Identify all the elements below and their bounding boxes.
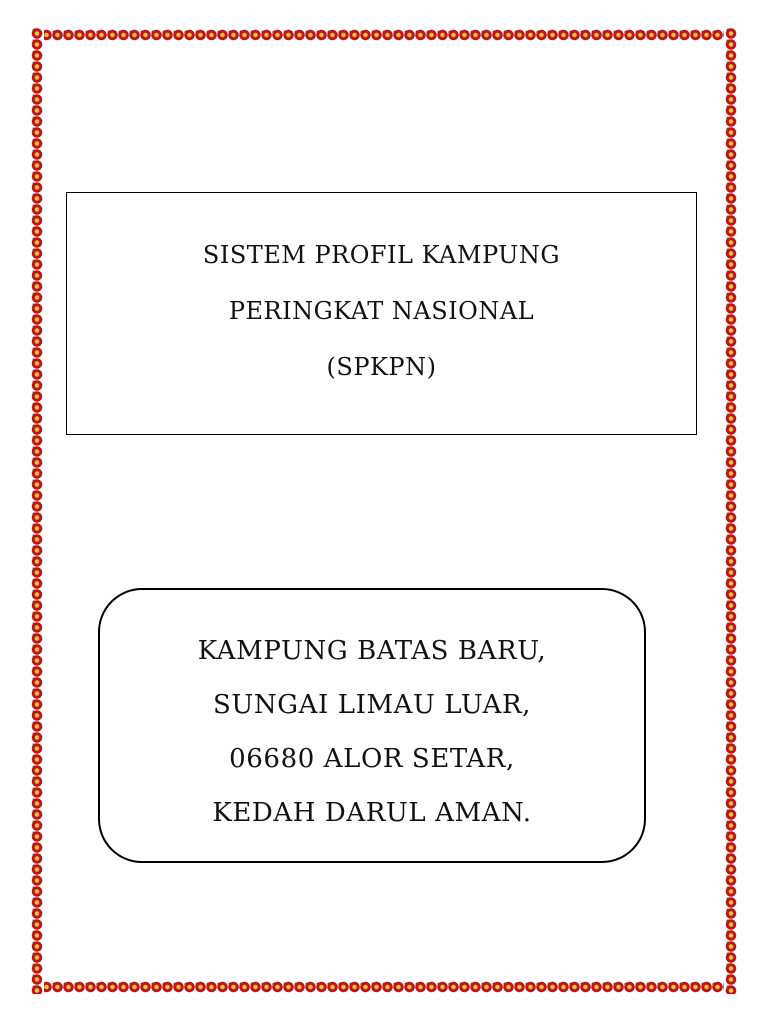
- floral-border-bottom: [30, 980, 738, 994]
- address-line-3: 06680 ALOR SETAR,: [229, 744, 515, 774]
- title-line-3: (SPKPN): [326, 353, 437, 381]
- title-line-2: PERINGKAT NASIONAL: [228, 297, 535, 325]
- floral-border-top: [30, 28, 738, 42]
- floral-border-right: [724, 28, 738, 994]
- title-box: [66, 192, 697, 435]
- address-box: [98, 588, 646, 863]
- address-line-1: KAMPUNG BATAS BARU,: [197, 636, 547, 666]
- address-line-4: KEDAH DARUL AMAN.: [212, 798, 532, 828]
- address-line-2: SUNGAI LIMAU LUAR,: [212, 690, 532, 720]
- title-line-1: SISTEM PROFIL KAMPUNG: [202, 241, 561, 269]
- floral-border-left: [30, 28, 44, 994]
